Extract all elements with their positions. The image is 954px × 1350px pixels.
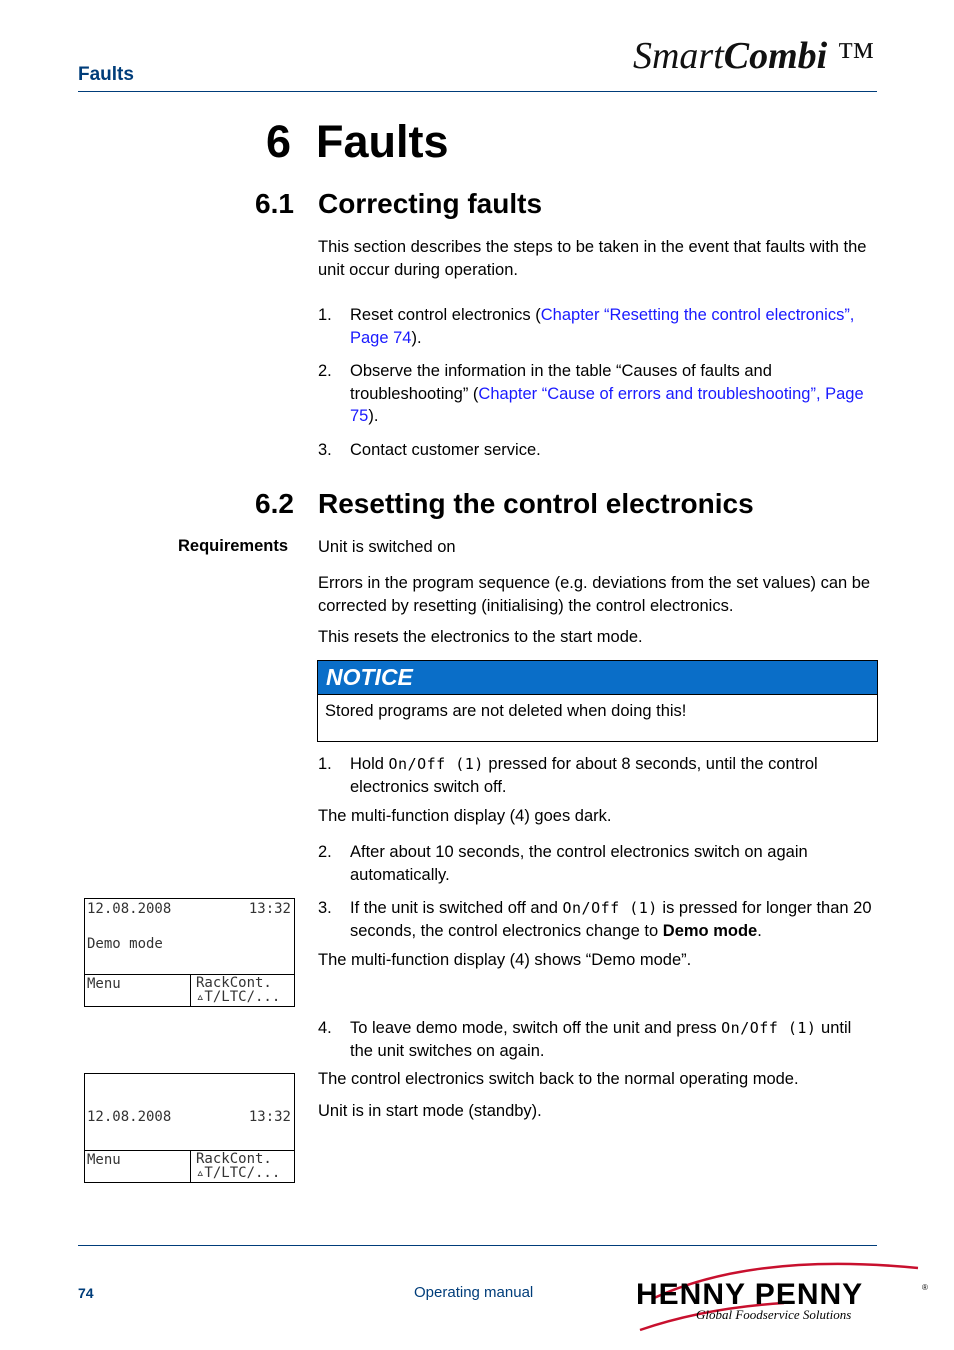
softkey-menu: Menu [87, 1152, 121, 1168]
footer-title: Operating manual [414, 1284, 534, 1301]
chapter-title: 6 Faults [266, 116, 449, 167]
footer-rule [78, 1245, 877, 1246]
list-item: 2. After about 10 seconds, the control electronics switch on again automatically. [318, 843, 808, 884]
display-mode-text: Demo mode [87, 936, 163, 952]
notice-box [317, 660, 878, 742]
notice-text: Stored programs are not deleted when doing this! [325, 702, 687, 720]
list-item: 3. Contact customer service. [318, 441, 541, 459]
paragraph: The control electronics switch back to the normal operating mode. [318, 1070, 799, 1088]
notice-title: NOTICE [318, 661, 877, 695]
display-date: 12.08.2008 [87, 1109, 172, 1125]
requirements-value: Unit is switched on [318, 538, 456, 556]
list-item: 4. To leave demo mode, switch off the unit and press On/Off (1) until the unit switches on again. [318, 1019, 852, 1060]
softkey-rackcont: RackCont. ▵T/LTC/... [196, 975, 281, 1005]
henny-penny-logo [634, 1258, 934, 1334]
display-softkey-row [85, 974, 294, 1006]
key-on-off: On/Off (1) [388, 755, 484, 773]
running-header-section: Faults [78, 64, 134, 85]
section-6-1-heading: 6.1 Correcting faults [255, 188, 543, 219]
svg-text:®: ® [922, 1283, 928, 1292]
logo-tagline: Global Foodservice Solutions [696, 1307, 852, 1322]
key-on-off: On/Off (1) [562, 899, 658, 917]
section-6-1-intro: This section describes the steps to be taken in the event that faults with the unit occur during operation. [318, 238, 867, 279]
section-6-2-heading: 6.2 Resetting the control electronics [255, 488, 754, 519]
softkey-menu: Menu [87, 976, 121, 992]
softkey-rackcont: RackCont. ▵T/LTC/... [196, 1151, 281, 1181]
key-on-off: On/Off (1) [721, 1019, 817, 1037]
paragraph: Errors in the program sequence (e.g. deviations from the set values) can be corrected by resetting (initialising) the control electronics. [318, 574, 871, 615]
list-item: 2. Observe the information in the table “Causes of faults and troubleshooting” (Chapter “Cause of errors and troubleshooting”, Page 75). [318, 362, 864, 425]
logo-wordmark: HENNY PENNY [636, 1278, 864, 1311]
list-item: 1. Reset control electronics (Chapter “Resetting the control electronics”, Page 74). [318, 306, 855, 347]
list-item: 1. Hold On/Off (1) pressed for about 8 seconds, until the control electronics switch off. [318, 755, 818, 796]
requirements-label: Requirements [178, 537, 289, 555]
link-cause-of-errors[interactable]: Chapter “Cause of errors and troubleshooting”, Page 75 [350, 384, 864, 425]
page-number: 74 [78, 1285, 94, 1301]
paragraph: The multi-function display (4) shows “Demo mode”. [318, 951, 692, 969]
header-rule [78, 91, 877, 92]
list-item: 3. If the unit is switched off and On/Off (1) is pressed for longer than 20 seconds, the control electronics change to Demo mode. [318, 899, 872, 940]
paragraph: This resets the electronics to the start mode. [318, 628, 643, 646]
link-resetting-control-electronics[interactable]: Chapter “Resetting the control electronics”, Page 74 [350, 306, 855, 347]
display-time: 13:32 [248, 1109, 291, 1125]
paragraph: Unit is in start mode (standby). [318, 1102, 542, 1120]
display-time: 13:32 [248, 901, 291, 917]
display-date: 12.08.2008 [87, 901, 172, 917]
paragraph: The multi-function display (4) goes dark. [318, 807, 612, 825]
brand-title: SmartCombi ™ [632, 35, 874, 77]
display-softkey-row [85, 1150, 294, 1182]
display-demo-mode [84, 898, 295, 1007]
display-standby [84, 1073, 295, 1183]
